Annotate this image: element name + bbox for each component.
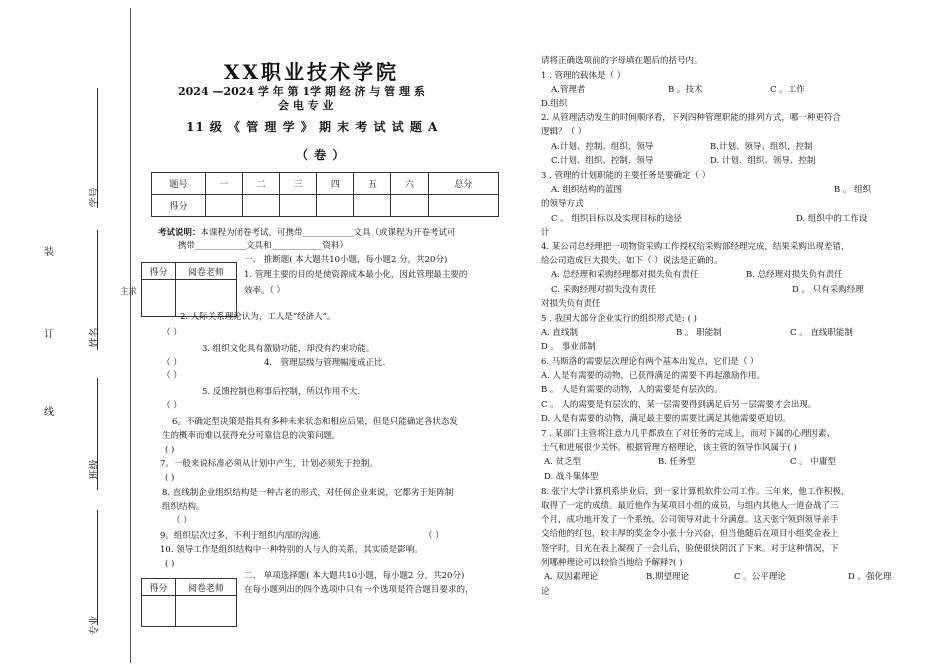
p2-q4b: 给公司造成巨大损失。如下（ ）说法是正确的。	[541, 256, 723, 266]
p2-q3-d2: 计	[541, 228, 550, 238]
p2-q8-c: C 。公平理论	[734, 572, 786, 582]
score-header-cell: 题号	[152, 173, 206, 195]
p2-q2-c: C.计划、组织、控制、领导	[551, 156, 654, 166]
part1-q4: 4． 管理层级与管理幅度成正比.	[264, 358, 386, 368]
p2-q4-d2: 对损失负有责任	[541, 299, 601, 309]
part1-heading: 一、 推断题( 本大题共10小题，每小题2 分，共20分)	[244, 255, 448, 265]
p2-q4: 4. 某公司总经理把一项物资采购工作授权给采购部经理完成，结果采购出现差错，	[541, 242, 850, 252]
p2-q7: 7 . 某部门主管将注意力几乎都放在了对任务的完成上，而对下属的心理因素、	[541, 429, 836, 439]
p2-q6-a: A. 人是有需要的动物，已获得满足的需要不再起激励作用。	[541, 371, 766, 381]
part2-heading: 二、 单项选择题( 本大题共10小题，每小题2 分，共20分)	[244, 571, 465, 581]
p2-q1-c: C 。工作	[770, 85, 805, 95]
part1-q9-paren: （ ）	[424, 531, 444, 541]
exam-note-line1	[158, 227, 456, 239]
p2-q4-a: A. 总经理和采购经理都对损失负有责任	[551, 270, 699, 280]
p2-q3: 3 . 管理的计划职能的主要任务是要确定（ ）	[541, 171, 711, 181]
part1-q6-paren: ( )	[165, 445, 175, 455]
school-title: XX职业技术学院	[224, 60, 400, 84]
p2-q1-b: B 。技术	[668, 85, 703, 95]
part2-intro2: 请将正确选项前的字母填在题后的括号内。	[541, 56, 703, 66]
p2-q8-d2: 论	[541, 587, 550, 597]
score-header-cell: 二	[243, 173, 280, 195]
p2-q1: 1 . 管理的载体是（ ）	[541, 71, 626, 81]
p2-q4-c: C. 采购经理对损失没有责任	[551, 285, 657, 295]
binding-char-zhuang: 装	[44, 247, 54, 258]
p2-q7b: 士气和进展很少关怀。根据管理方格理论，该主管的领导作风属于( )	[541, 443, 797, 453]
score-input-cell[interactable]	[317, 195, 354, 217]
binding-char-ding: 订	[44, 329, 54, 340]
p2-q4-b: B. 总经理对损失负有责任	[746, 270, 843, 280]
grader-table-2	[141, 578, 237, 627]
p2-q7-d: D. 战斗集体型	[544, 472, 599, 482]
part1-q7: 7。一般来说标准必须从计划中产生，计划必须先于控制。	[160, 459, 378, 469]
lost-text: 主求	[120, 287, 138, 297]
score-header-cell: 总分	[428, 173, 498, 195]
p2-q5-d: D 。 事业部制	[541, 342, 596, 352]
p2-q7-b: B. 任务型	[658, 457, 696, 467]
term-line: 2024 —2024 学 年 第 1学 期 经 济 与 管 理 系	[178, 85, 425, 98]
score-input-cell[interactable]	[391, 195, 428, 217]
p2-q8d: 交给他的红包，较丰厚的奖金令小张十分兴奋，但当他随后在项目小组奖金表上	[541, 529, 839, 539]
p2-q6-b: B 。 人是有需要的动物，人的需要是有层次的。	[541, 385, 723, 395]
grader-score-label: 得分	[142, 263, 176, 280]
part1-q2: 2. 人际关系理论认为，工人是“经济人”。	[180, 312, 336, 322]
part1-q8b: 组织结构。	[162, 502, 205, 512]
part1-q8-paren: （ ）	[172, 516, 192, 526]
p2-q3-d: D. 组织中的工作设	[796, 214, 868, 224]
p2-q3-c: C 。 组织目标以及实现目标的途径	[551, 214, 682, 224]
p2-q8e: 签字时，目光在表上凝视了一会儿后，脸便很快阴沉了下来。对于这种情况，下	[541, 544, 839, 554]
part1-q7-paren: ( )	[165, 473, 175, 483]
score-input-cell[interactable]	[243, 195, 280, 217]
grader-score-cell[interactable]	[142, 596, 176, 627]
exam-note-line2: 携带____________文具和____________资料）	[178, 241, 349, 251]
p2-q5: 5 . 我国大部分企业实行的组织形式是: ( )	[541, 314, 697, 324]
p2-q3-a: A. 组织结构的蓝图	[551, 185, 623, 195]
p2-q5-a: A. 直线制	[541, 328, 579, 338]
p2-q7-c: C 。 中庸型	[790, 457, 836, 467]
score-header-cell: 五	[354, 173, 391, 195]
p2-q2b: 逻辑？（ ）	[541, 127, 587, 137]
part1-q4-paren: （ ）	[162, 371, 182, 381]
p2-q1-d: D.组织	[541, 99, 568, 109]
zhuanye-label: 专业	[89, 615, 101, 636]
binding-line	[130, 8, 131, 663]
binding-char-xian: 线	[44, 407, 54, 418]
p2-q5-c: C 。 直线职能制	[790, 328, 853, 338]
part1-q2-paren: （ ）	[162, 328, 182, 338]
p2-q7-a: A. 贫乏型	[544, 457, 582, 467]
score-input-cell[interactable]	[206, 195, 243, 217]
p2-q2-b: B.计划、领导、组织、控制	[710, 142, 813, 152]
xingming-label: 姓名	[89, 327, 101, 348]
part1-q5-paren: （ ）	[162, 401, 182, 411]
zhuanye-underline	[97, 510, 98, 625]
score-header-cell: 三	[280, 173, 317, 195]
score-table	[151, 172, 499, 217]
p2-q1-a: A.管理者	[551, 85, 586, 95]
p2-q5-b: B 。 职能制	[676, 328, 722, 338]
part1-q3-paren: （ ）	[162, 358, 182, 368]
p2-q8: 8. 张宁大学计算机系毕业后，到一家计算机软件公司工作。三年来，他工作积极，	[541, 487, 850, 497]
p2-q8-b: B.期望理论	[646, 572, 689, 582]
part1-q1b: 效率。（ ）	[244, 286, 285, 296]
p2-q8-d: D 。强化理	[848, 572, 892, 582]
p2-q8f: 列哪种理论可以较恰当地给予解释?( )	[541, 558, 683, 568]
part1-q1: 1. 管理主要的目的是使资源成本最小化，因此管理最主要的	[244, 270, 468, 280]
p2-q6: 6. 马斯洛的需要层次理论有两个基本出发点，它们是（ ）	[541, 357, 759, 367]
p2-q6-c: C 。 人的需要是有层次的，某一层需要得到满足后另一层需要才会出现。	[541, 400, 817, 410]
p2-q3-b2: 的领导方式	[541, 199, 584, 209]
exam-note-text1: 本课程为闭卷考试，可携带____________文具（或课程为开卷考试可	[200, 228, 456, 238]
grader-score-label: 得分	[142, 579, 176, 596]
exam-juan: （ 卷 ）	[296, 148, 346, 162]
major-line: 会 电 专 业	[278, 99, 334, 112]
part1-q8: 8. 直线制企业组织结构是一种古老的形式，对任何企业来说，它都劣于矩阵制	[162, 488, 454, 498]
grader-teacher-label: 阅卷老师	[176, 579, 237, 596]
p2-q8-a: A. 双因素理论	[544, 572, 599, 582]
grader-teacher-cell[interactable]	[176, 596, 237, 627]
part1-q10-paren: ( )	[165, 559, 175, 569]
exam-title: 11 级 《 管 理 学 》 期 末 考 试 试 题 A	[186, 120, 439, 134]
part1-q6b: 生的概率而难以获得充分可靠信息的决策问题。	[162, 431, 341, 441]
p2-q4-d: D 。 只有采购经理	[792, 285, 864, 295]
p2-q8c: 个月，成功地开发了一个系统，公司领导对此十分满意。这天张宁领到领导亲手	[541, 515, 839, 525]
part1-q10: 10. 领导工作是组织结构中一种特别的人与人的关系，其实质是影响。	[160, 545, 423, 555]
score-header-cell: 四	[317, 173, 354, 195]
banji-label: 班级	[89, 459, 101, 480]
score-header-cell: 六	[391, 173, 428, 195]
part2-intro1: 在每小题列出的四个选项中只有一个选项是符合题目要求的，	[244, 585, 474, 595]
part1-q3: 3. 组织文化具有激励功能，却没有约束功能。	[202, 344, 375, 354]
p2-q2-a: A.计划、控制、组织、领导	[551, 142, 654, 152]
part1-q6: 6。不确定型决策是指具有多种未来状态和相应后果，但是只能确定各状态发	[172, 417, 458, 427]
part1-q9: 9。组织层次过多，不利于组织内部的沟通.	[160, 531, 322, 541]
p2-q8b: 取得了一定的成绩。最近他作为某项目小组的成员，与组内其他人一道奋战了三	[541, 501, 839, 511]
grader-teacher-label: 阅卷老师	[176, 263, 237, 280]
p2-q2: 2. 从管理活动发生的时间顺序看，下列四种管理职能的排列方式，哪一种更符合	[541, 113, 841, 123]
p2-q2-d: D. 计划、组织、领导、控制	[710, 156, 816, 166]
exam-note-label: 考试说明：	[158, 228, 201, 238]
grader-table-1	[141, 262, 237, 317]
grader-score-cell[interactable]	[142, 280, 176, 317]
p2-q6-d: D. 人是有需要的动物，满足最主要的需要比满足其他需要更迫切。	[541, 414, 791, 424]
p2-q3-b: B 。 组织	[834, 185, 872, 195]
score-header-cell: 一	[206, 173, 243, 195]
xuehao-label: 学号	[89, 187, 101, 208]
part1-q5: 5. 反馈控制也称事后控制，所以作用不大.	[202, 387, 361, 397]
score-input-cell[interactable]	[428, 195, 498, 217]
score-input-cell[interactable]	[354, 195, 391, 217]
score-input-cell[interactable]	[280, 195, 317, 217]
score-row-label: 得分	[152, 195, 206, 217]
